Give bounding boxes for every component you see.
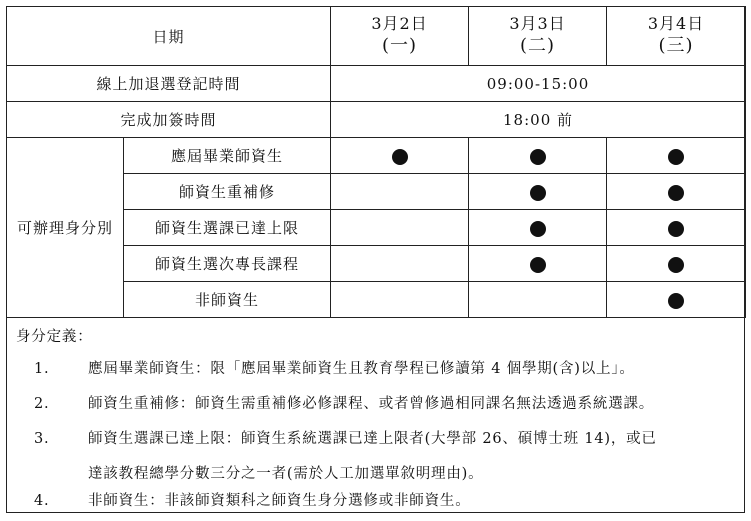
definition-item bbox=[34, 354, 635, 385]
header-row bbox=[7, 7, 746, 66]
definition-item bbox=[34, 424, 657, 455]
mark-cell bbox=[331, 138, 469, 174]
date-cell bbox=[469, 7, 607, 66]
definition-text: 師資生選課已達上限：師資生系統選課已達上限者(大學部 26、碩博士班 14)，或已 bbox=[88, 431, 657, 447]
filled-dot-icon bbox=[668, 221, 684, 237]
definition-text: 達該教程總學分數三分之一者(需於人工加選單敘明理由)。 bbox=[88, 466, 484, 482]
weekday-text: (二) bbox=[519, 35, 556, 56]
weekday-text: (三) bbox=[658, 35, 694, 56]
definitions-title: 身分定義： bbox=[16, 329, 93, 345]
mark-cell bbox=[469, 138, 607, 174]
definition-number: 2. bbox=[34, 396, 50, 412]
definition-text: 師資生重補修：師資生需重補修必修課程、或者曾修過相同課名無法透過系統選課。 bbox=[88, 396, 655, 412]
date-cell bbox=[607, 7, 746, 66]
mark-cell bbox=[469, 282, 607, 318]
mark-cell bbox=[469, 210, 607, 246]
definition-number: 4. bbox=[34, 493, 50, 509]
definition-text: 應屆畢業師資生：限「應屆畢業師資生且教育學程已修讀第 4 個學期(含)以上」。 bbox=[88, 361, 635, 377]
identity-row bbox=[7, 138, 746, 174]
filled-dot-icon bbox=[668, 149, 684, 165]
mark-cell bbox=[331, 246, 469, 282]
filled-dot-icon bbox=[668, 257, 684, 273]
identity-label: 師資生選課已達上限 bbox=[124, 210, 331, 246]
definition-item bbox=[34, 389, 655, 420]
weekday-text: (一) bbox=[381, 35, 418, 56]
date-cell bbox=[331, 7, 469, 66]
date-text: 3月2日 bbox=[371, 14, 428, 33]
definition-number: 1. bbox=[34, 361, 50, 377]
mark-cell bbox=[469, 174, 607, 210]
filled-dot-icon bbox=[530, 221, 546, 237]
mark-cell bbox=[331, 174, 469, 210]
identity-label: 師資生選次專長課程 bbox=[124, 246, 331, 282]
identity-label: 師資生重補修 bbox=[124, 174, 331, 210]
identity-label: 非師資生 bbox=[124, 282, 331, 318]
date-label-cell: 日期 bbox=[7, 7, 331, 66]
identity-label: 應屆畢業師資生 bbox=[124, 138, 331, 174]
online-time-row bbox=[7, 66, 746, 102]
mark-cell bbox=[331, 210, 469, 246]
date-text: 3月3日 bbox=[509, 14, 566, 33]
mark-cell bbox=[331, 282, 469, 318]
online-time-value: 09:00-15:00 bbox=[331, 66, 746, 102]
mark-cell bbox=[607, 174, 746, 210]
filled-dot-icon bbox=[668, 185, 684, 201]
filled-dot-icon bbox=[530, 257, 546, 273]
definition-item bbox=[34, 486, 471, 517]
filled-dot-icon bbox=[530, 185, 546, 201]
definition-text: 非師資生：非該師資類科之師資生身分選修或非師資生。 bbox=[88, 493, 471, 509]
complete-time-row bbox=[7, 102, 746, 138]
filled-dot-icon bbox=[392, 149, 408, 165]
filled-dot-icon bbox=[530, 149, 546, 165]
mark-cell bbox=[607, 282, 746, 318]
complete-time-value: 18:00 前 bbox=[331, 102, 746, 138]
schedule-table bbox=[6, 6, 746, 318]
mark-cell bbox=[607, 138, 746, 174]
identity-group-label: 可辦理身分別 bbox=[7, 138, 124, 318]
mark-cell bbox=[469, 246, 607, 282]
definition-number: 3. bbox=[34, 431, 50, 447]
mark-cell bbox=[607, 210, 746, 246]
online-time-label: 線上加退選登記時間 bbox=[7, 66, 331, 102]
mark-cell bbox=[607, 246, 746, 282]
complete-time-label: 完成加簽時間 bbox=[7, 102, 331, 138]
filled-dot-icon bbox=[668, 293, 684, 309]
date-text: 3月4日 bbox=[647, 14, 705, 33]
